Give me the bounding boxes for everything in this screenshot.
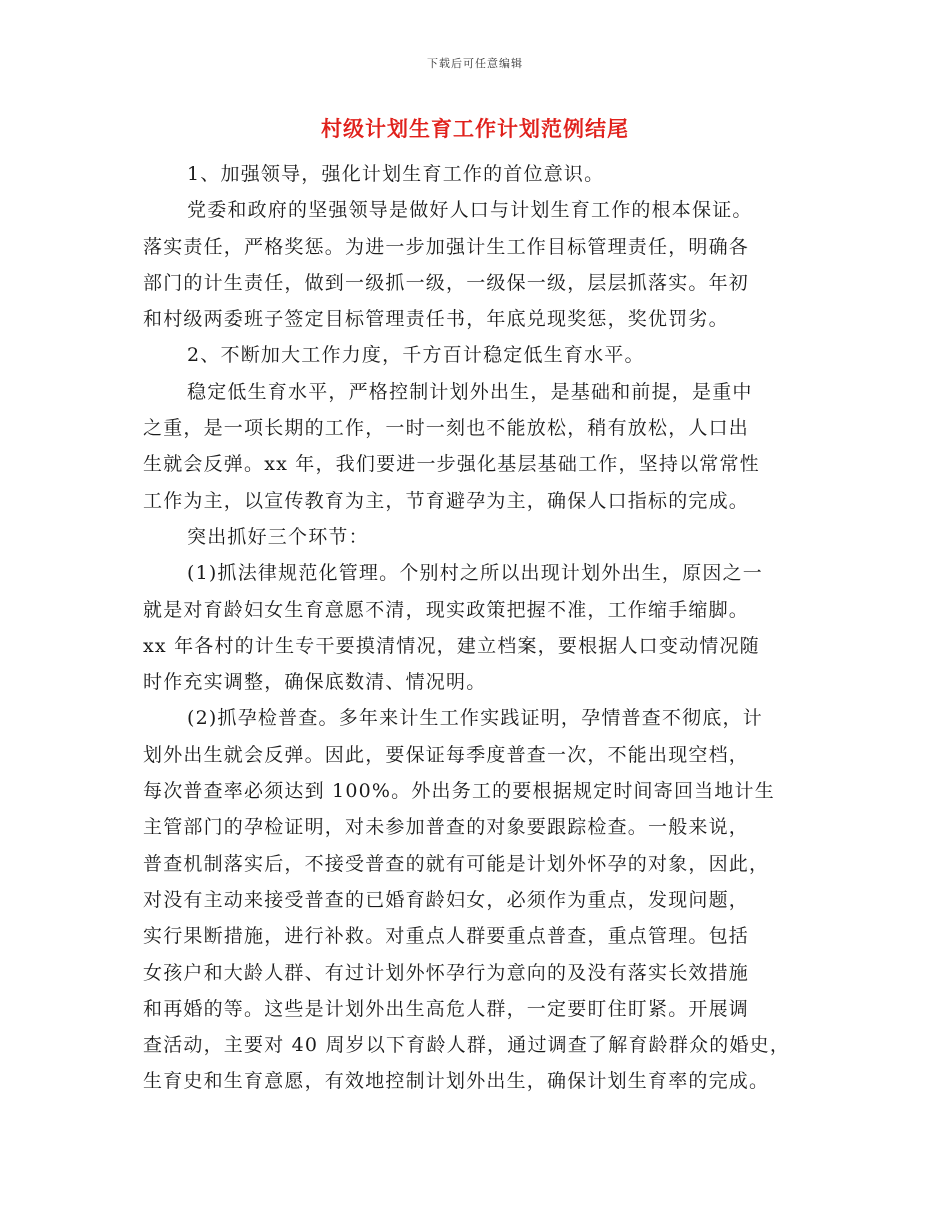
document-title: 村级计划生育工作计划范例结尾: [321, 116, 629, 141]
paragraph-line: 党委和政府的坚强领导是做好人口与计划生育工作的根本保证。: [187, 199, 753, 222]
paragraph-line: 之重，是一项长期的工作，一时一刻也不能放松，稍有放松，人口出: [143, 417, 750, 440]
section-heading-1: 1、加强领导，强化计划生育工作的首位意识。: [187, 163, 605, 185]
paragraph-line: 划外出生就会反弹。因此，要保证每季度普查一次，不能出现空档，: [143, 743, 750, 766]
paragraph-line: 生育史和生育意愿，有效地控制计划外出生，确保计划生育率的完成。: [143, 1070, 770, 1093]
document-body: [143, 156, 811, 1100]
paragraph-line: 就是对育龄妇女生育意愿不清，现实政策把握不准，工作缩手缩脚。: [143, 598, 750, 621]
paragraph-line: 和村级两委班子签定目标管理责任书，年底兑现奖惩，奖优罚劣。: [143, 308, 729, 331]
paragraph-line: 突出抓好三个环节：: [187, 525, 369, 548]
paragraph-line: 普查机制落实后，不接受普查的就有可能是计划外怀孕的对象，因此，: [143, 852, 770, 875]
page-header-note: 下载后可任意编辑: [427, 57, 523, 70]
paragraph-line: 工作为主，以宣传教育为主，节育避孕为主，确保人口指标的完成。: [143, 489, 750, 512]
paragraph-line: 实行果断措施，进行补救。对重点人群要重点普查，重点管理。包括: [143, 925, 750, 948]
paragraph-line: 和再婚的等。这些是计划外出生高危人群，一定要盯住盯紧。开展调: [143, 997, 750, 1020]
paragraph-line: 查活动，主要对 40 周岁以下育龄人群，通过调查了解育龄群众的婚史，: [143, 1034, 791, 1057]
paragraph-line: (1)抓法律规范化管理。个别村之所以出现计划外出生，原因之一: [187, 562, 763, 585]
paragraph-line: 部门的计生责任，做到一级抓一级，一级保一级，层层抓落实。年初: [143, 271, 750, 294]
paragraph-line: 女孩户和大龄人群、有过计划外怀孕行为意向的及没有落实长效措施: [143, 961, 750, 984]
paragraph-line: 时作充实调整，确保底数清、情况明。: [143, 671, 487, 694]
paragraph-line: 对没有主动来接受普查的已婚育龄妇女，必须作为重点，发现问题，: [143, 888, 750, 911]
paragraph-line: xx 年各村的计生专干要摸清情况，建立档案，要根据人口变动情况随: [143, 634, 760, 657]
paragraph-line: 稳定低生育水平，严格控制计划外出生，是基础和前提，是重中: [187, 380, 753, 403]
section-heading-2: 2、不断加大工作力度，千方百计稳定低生育水平。: [187, 344, 645, 367]
paragraph-line: 落实责任，严格奖惩。为进一步加强计生工作目标管理责任，明确各: [143, 235, 750, 258]
paragraph-line: 主管部门的孕检证明，对未参加普查的对象要跟踪检查。一般来说，: [143, 816, 750, 839]
paragraph-line: (2)抓孕检普查。多年来计生工作实践证明，孕情普查不彻底，计: [187, 707, 763, 730]
paragraph-line: 生就会反弹。xx 年，我们要进一步强化基层基础工作，坚持以常常性: [143, 453, 760, 476]
paragraph-line: 每次普查率必须达到 100%。外出务工的要根据规定时间寄回当地计生: [143, 780, 775, 803]
